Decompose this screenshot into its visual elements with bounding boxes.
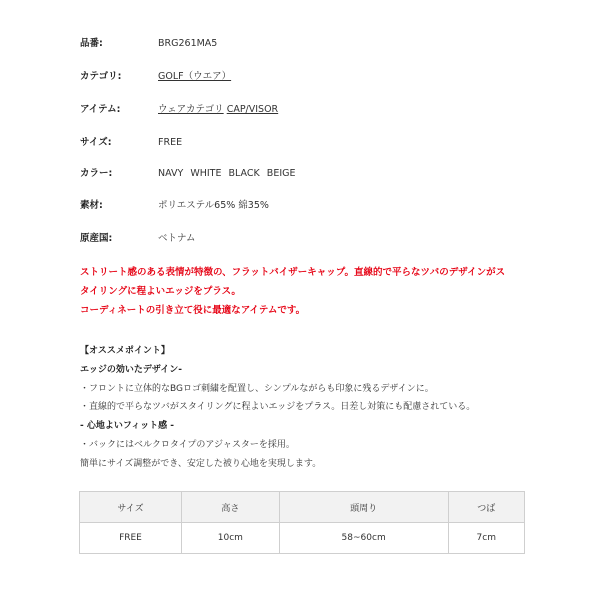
cap-visor-link[interactable]: CAP/VISOR [226, 104, 279, 115]
points-bullet: ・フロントに立体的なBGロゴ刺繍を配置し、シンプルながらも印象に残るデザインに。 [80, 383, 434, 394]
table-header-cell: サイズ [80, 492, 182, 523]
spec-label: サイズ: [80, 137, 112, 148]
spec-value: ポリエステル65% 綿35% [158, 200, 269, 211]
spec-value [158, 166, 295, 182]
points-bullet: ・直線的で平らなツバがスタイリングに程よいエッジをプラス。日差し対策にも配慮されている。 [80, 402, 476, 413]
spec-value [158, 102, 278, 118]
table-cell: 58~60cm [279, 523, 448, 554]
table-header-cell: 高さ [181, 492, 279, 523]
spec-value: BRG261MA5 [158, 38, 218, 49]
color-option: WHITE [190, 168, 222, 179]
points-section-heading: - 心地よいフィット感 - [80, 421, 175, 432]
color-option: BEIGE [266, 168, 296, 179]
points-bullet: ・バックにはベルクロタイプのアジャスターを採用。 [80, 439, 295, 450]
tagline-line: コーディネートの引き立て役に最適なアイテムです。 [80, 305, 306, 316]
table-header-cell: つば [448, 492, 524, 523]
points-text: 簡単にサイズ調整ができ、安定した被り心地を実現します。 [80, 458, 322, 469]
tagline-line: ストリート感のある表情が特徴の、フラットバイザーキャップ。直線的で平らなツバのデザインがス [80, 267, 506, 278]
recommended-points [80, 342, 540, 474]
table-header-row [80, 492, 525, 523]
table-cell: 10cm [181, 523, 279, 554]
table-row [80, 523, 525, 554]
spec-value: ベトナム [158, 233, 196, 244]
spec-label: 原産国: [80, 233, 113, 244]
wear-category-link[interactable]: ウェアカテゴリ [158, 104, 224, 115]
spec-label: 素材: [80, 200, 103, 211]
table-header-cell: 頭周り [279, 492, 448, 523]
category-link[interactable]: GOLF（ウエア） [158, 71, 232, 82]
color-option: NAVY [158, 168, 184, 179]
spec-label: カテゴリ: [80, 71, 122, 82]
points-title: 【オススメポイント】 [80, 346, 170, 356]
spec-value: FREE [158, 137, 183, 148]
spec-label: アイテム: [80, 104, 121, 115]
points-section-heading: エッジの効いたデザイン- [80, 364, 182, 375]
color-option: BLACK [228, 168, 260, 179]
spec-value [158, 69, 231, 85]
table-cell: 7cm [448, 523, 524, 554]
product-tagline [80, 263, 530, 320]
tagline-line: タイリングに程よいエッジをプラス。 [80, 286, 241, 297]
table-cell: FREE [80, 523, 182, 554]
size-table [79, 491, 525, 554]
spec-label: カラー: [80, 168, 113, 179]
spec-label: 品番: [80, 38, 103, 49]
